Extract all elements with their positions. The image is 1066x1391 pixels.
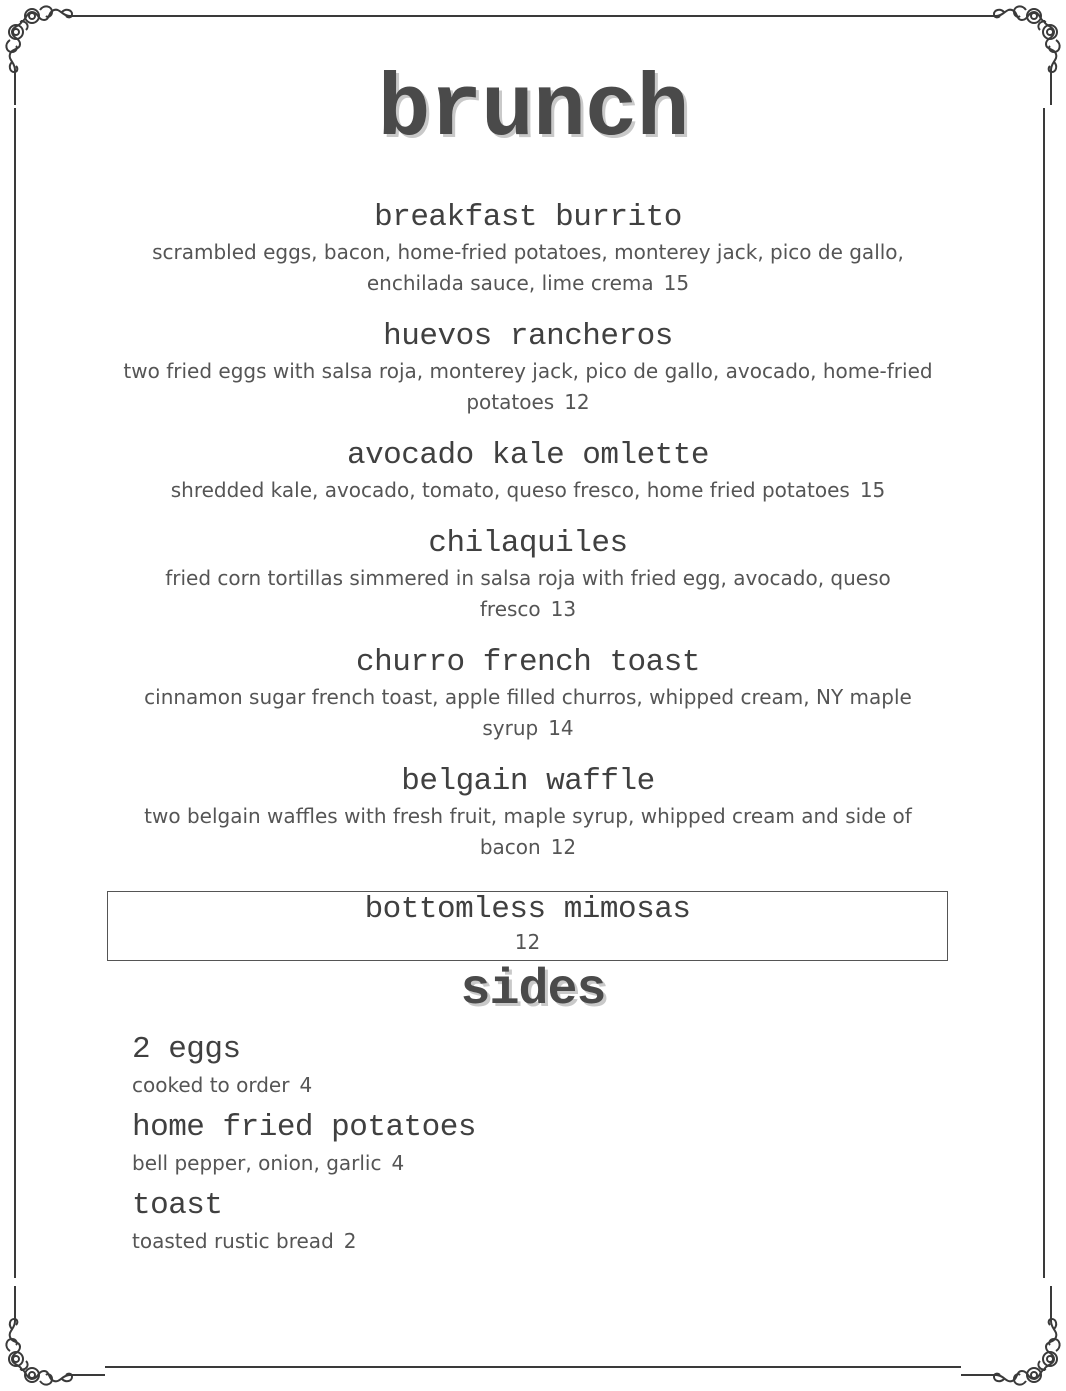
menu-item-price: 15 bbox=[859, 478, 886, 502]
side-item bbox=[132, 1186, 832, 1256]
brunch-menu-list bbox=[120, 199, 936, 882]
side-item-description bbox=[132, 1148, 832, 1178]
menu-item-desc-text: cinnamon sugar french toast, apple filled churros, whipped cream, NY maple syrup bbox=[144, 685, 912, 740]
menu-item bbox=[120, 318, 936, 418]
menu-item-price: 15 bbox=[663, 271, 690, 295]
menu-item-description bbox=[120, 237, 936, 299]
menu-item-price: 13 bbox=[550, 597, 577, 621]
frame-border-top bbox=[105, 15, 961, 17]
side-item bbox=[132, 1030, 832, 1100]
menu-item-desc-text: two belgain waffles with fresh fruit, maple syrup, whipped cream and side of bacon bbox=[144, 804, 912, 859]
menu-item-name: huevos rancheros bbox=[383, 319, 673, 354]
menu-item-desc-text: shredded kale, avocado, tomato, queso fresco, home fried potatoes bbox=[170, 478, 850, 502]
menu-item-desc-text: two fried eggs with salsa roja, monterey jack, pico de gallo, avocado, home-fried potatoes bbox=[123, 359, 933, 414]
menu-item bbox=[120, 763, 936, 863]
menu-item-desc-text: scrambled eggs, bacon, home-fried potatoes, monterey jack, pico de gallo, enchilada sauce, lime crema bbox=[152, 240, 904, 295]
menu-item bbox=[120, 644, 936, 744]
menu-item-name: churro french toast bbox=[356, 645, 700, 680]
side-item-desc-text: bell pepper, onion, garlic bbox=[132, 1151, 382, 1175]
side-item-desc-text: toasted rustic bread bbox=[132, 1229, 334, 1253]
menu-item-name: belgain waffle bbox=[401, 764, 655, 799]
menu-item-name: chilaquiles bbox=[428, 526, 628, 561]
side-item-desc-text: cooked to order bbox=[132, 1073, 290, 1097]
menu-item bbox=[120, 437, 936, 506]
side-item-price: 4 bbox=[299, 1073, 313, 1097]
side-item-description bbox=[132, 1226, 832, 1256]
sides-list bbox=[132, 1030, 832, 1264]
side-item-name: home fried potatoes bbox=[132, 1110, 476, 1145]
menu-item-price: 12 bbox=[564, 390, 590, 414]
side-item-price: 4 bbox=[391, 1151, 405, 1175]
side-item bbox=[132, 1108, 832, 1178]
menu-item-name: avocado kale omlette bbox=[346, 438, 710, 473]
menu-item-desc-text: fried corn tortillas simmered in salsa roja with fried egg, avocado, queso fresco bbox=[165, 566, 891, 621]
menu-item-description bbox=[120, 356, 936, 418]
brunch-title: brunch bbox=[377, 62, 689, 161]
special-price: 12 bbox=[514, 930, 541, 954]
side-item-name: toast bbox=[132, 1188, 223, 1223]
frame-border-right bbox=[1043, 108, 1045, 1278]
ornate-swirl-corner-icon bbox=[956, 1281, 1066, 1391]
menu-item-description bbox=[120, 682, 936, 744]
side-item-name: 2 eggs bbox=[132, 1032, 241, 1067]
bottomless-mimosas-box bbox=[107, 891, 948, 961]
menu-item-description bbox=[120, 563, 936, 625]
menu-item bbox=[120, 525, 936, 625]
frame-border-left bbox=[14, 108, 16, 1278]
menu-item-description bbox=[120, 801, 936, 863]
menu-item-price: 12 bbox=[550, 835, 577, 859]
frame-border-bottom bbox=[105, 1366, 961, 1368]
menu-item-description bbox=[120, 475, 936, 506]
menu-item bbox=[120, 199, 936, 299]
side-item-price: 2 bbox=[343, 1229, 357, 1253]
menu-item-name: breakfast burrito bbox=[374, 200, 682, 235]
side-item-description bbox=[132, 1070, 832, 1100]
ornate-swirl-corner-icon bbox=[0, 1281, 110, 1391]
sides-title: sides bbox=[460, 962, 606, 1019]
special-name: bottomless mimosas bbox=[364, 892, 691, 927]
menu-item-price: 14 bbox=[548, 716, 574, 740]
